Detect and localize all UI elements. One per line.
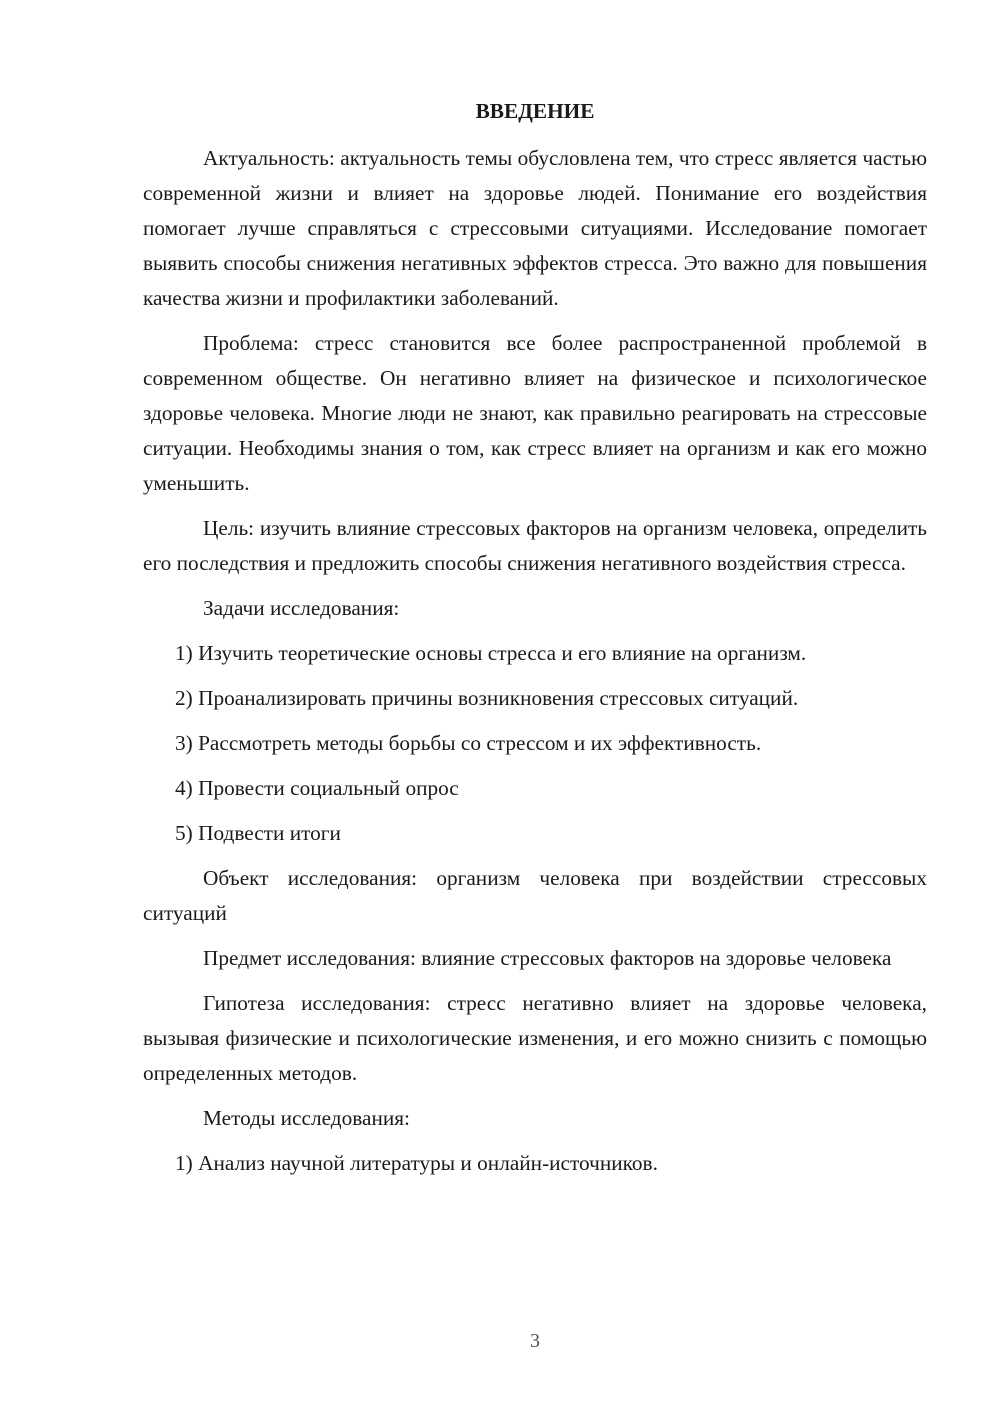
paragraph-relevance: Актуальность: актуальность темы обусловлена тем, что стресс является частью современной жизни и влияет на здоровье людей. Понимание его воздействия помогает лучше справляться с стрессовыми ситуациями. Исследование помогает выявить способы снижения негативных эффектов стресса. Это важно для повышения качества жизни и профилактики заболеваний. — [143, 146, 927, 310]
paragraph-subject: Предмет исследования: влияние стрессовых факторов на здоровье человека — [203, 946, 892, 970]
page-content — [143, 94, 927, 1191]
list-item: 3) Рассмотреть методы борьбы со стрессом и их эффективность. — [175, 731, 762, 755]
paragraph-problem: Проблема: стресс становится все более распространенной проблемой в современном обществе. Он негативно влияет на физическое и психологическое здоровье человека. Многие люди не знают, как правильно реагировать на стрессовые ситуации. Необходимы знания о том, как стресс влияет на организм и как его можно уменьшить. — [143, 331, 927, 495]
section-title: ВВЕДЕНИЕ — [475, 99, 595, 123]
list-item: 5) Подвести итоги — [175, 821, 341, 845]
list-item: 4) Провести социальный опрос — [175, 776, 459, 800]
page-number: 3 — [530, 1330, 540, 1352]
methods-list — [143, 1146, 927, 1181]
tasks-heading: Задачи исследования: — [203, 596, 400, 620]
list-item: 1) Изучить теоретические основы стресса и его влияние на организм. — [175, 641, 807, 665]
list-item: 1) Анализ научной литературы и онлайн-источников. — [175, 1151, 658, 1175]
paragraph-object: Объект исследования: организм человека при воздействии стрессовых ситуаций — [143, 866, 927, 925]
methods-heading: Методы исследования: — [203, 1106, 410, 1130]
tasks-list — [143, 636, 927, 851]
list-item: 2) Проанализировать причины возникновения стрессовых ситуаций. — [175, 686, 799, 710]
paragraph-goal: Цель: изучить влияние стрессовых факторов на организм человека, определить его последствия и предложить способы снижения негативного воздействия стресса. — [143, 516, 927, 575]
paragraph-hypothesis: Гипотеза исследования: стресс негативно влияет на здоровье человека, вызывая физические и психологические изменения, и его можно снизить с помощью определенных методов. — [143, 991, 927, 1085]
